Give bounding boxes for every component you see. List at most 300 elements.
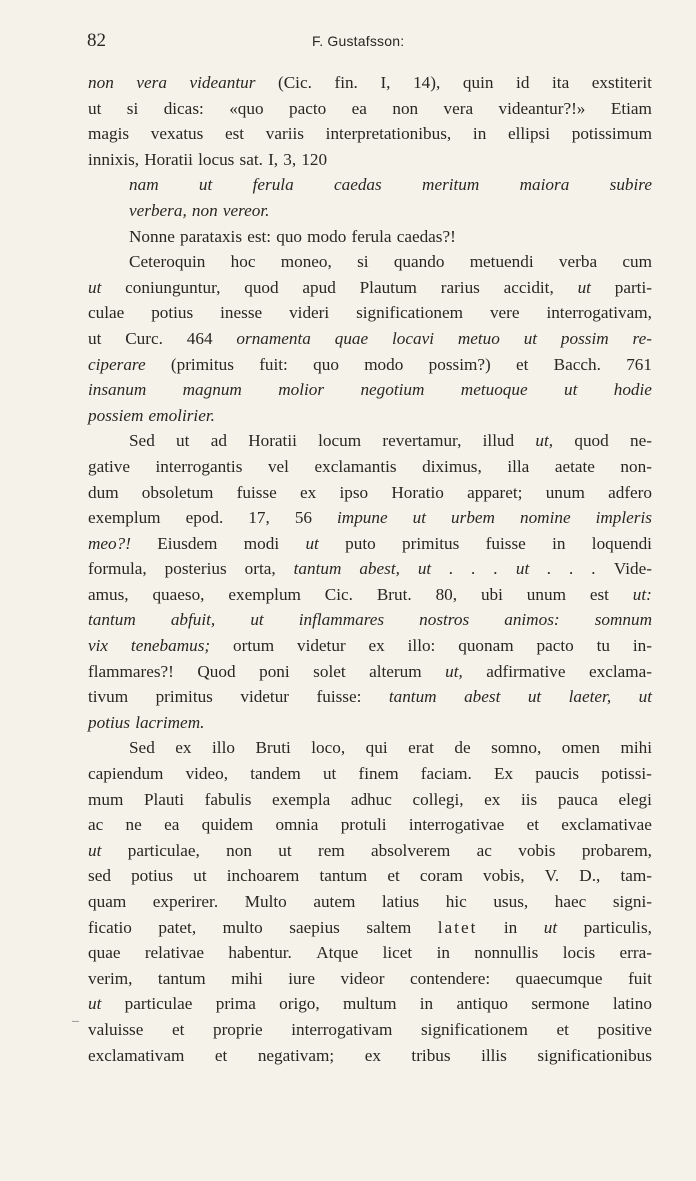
text-line: [88, 377, 652, 403]
word: [578, 275, 591, 301]
word: [88, 147, 139, 173]
roman-text: positive: [597, 1019, 652, 1039]
word: [544, 915, 557, 941]
roman-text: dicas:: [163, 98, 204, 118]
word: [555, 889, 586, 915]
roman-text: quidem: [201, 815, 254, 835]
word: [359, 556, 400, 582]
word: [639, 684, 652, 710]
word: [88, 940, 120, 966]
italic-text: tantum: [388, 687, 437, 707]
word: [620, 735, 652, 761]
roman-text: modo: [307, 226, 347, 246]
italic-text: tantum: [293, 559, 342, 579]
italic-text: ut:: [632, 584, 652, 604]
word: [258, 1043, 334, 1069]
word: [88, 863, 111, 889]
word: [383, 940, 413, 966]
word: [413, 505, 426, 531]
text-line: [88, 582, 652, 608]
roman-text: posterius: [164, 559, 227, 579]
roman-text: verim,: [88, 968, 133, 988]
word: [341, 812, 387, 838]
roman-text: et: [515, 354, 529, 374]
word: [215, 1043, 227, 1069]
word: [88, 96, 101, 122]
word: [499, 96, 586, 122]
word: [183, 377, 242, 403]
italic-text: nam: [129, 175, 159, 195]
word: [313, 659, 345, 685]
roman-text: poni: [259, 661, 290, 681]
word: [233, 633, 274, 659]
italic-text: ciperare: [88, 354, 146, 374]
word: [88, 889, 126, 915]
body-text: [88, 70, 652, 1068]
word: [410, 966, 490, 992]
roman-text: habentur.: [228, 943, 292, 963]
word: [135, 710, 204, 736]
roman-text: 761: [626, 354, 652, 374]
italic-text: ut: [577, 277, 591, 297]
roman-text: exstiterit: [591, 73, 652, 92]
roman-text: possim?): [428, 354, 491, 374]
roman-text: exemplum: [228, 584, 301, 604]
roman-text: adfero: [608, 482, 652, 502]
word: [268, 147, 278, 173]
text-line: [88, 889, 652, 915]
text-line: [88, 326, 652, 352]
word: [326, 121, 452, 147]
word: [128, 838, 200, 864]
roman-text: verba: [558, 252, 598, 272]
word: [545, 863, 560, 889]
italic-text: locavi: [392, 328, 434, 348]
text-line: [88, 224, 652, 250]
word: [129, 735, 155, 761]
word: [305, 531, 318, 557]
roman-text: ut: [88, 328, 102, 348]
word: [562, 735, 600, 761]
word: [244, 531, 279, 557]
roman-text: ipso: [339, 482, 369, 502]
word: [240, 684, 289, 710]
word: [554, 352, 601, 378]
roman-text: in: [503, 917, 518, 937]
word: [572, 121, 652, 147]
word: [127, 96, 138, 122]
word: [250, 607, 263, 633]
page-header: [87, 30, 653, 54]
roman-text: quam: [88, 892, 127, 911]
roman-text: exclamantis: [314, 456, 397, 476]
italic-text: .: [449, 559, 454, 579]
roman-text: quae: [88, 943, 121, 963]
word: [300, 480, 316, 506]
italic-text: metuo: [457, 328, 500, 348]
word: [88, 812, 103, 838]
roman-text: gative: [88, 456, 130, 476]
roman-text: ellipsi: [508, 124, 551, 144]
roman-text: apparet;: [467, 482, 523, 502]
roman-text: potissimum: [571, 124, 652, 144]
word: [574, 428, 608, 454]
roman-text: coniunguntur,: [125, 277, 221, 297]
italic-text: non: [191, 200, 218, 220]
italic-text: ut: [250, 610, 264, 630]
word: [520, 172, 570, 198]
word: [454, 735, 470, 761]
italic-text: .: [493, 559, 498, 579]
roman-text: adhuc: [350, 789, 392, 809]
word: [420, 991, 433, 1017]
word: [88, 966, 132, 992]
margin-mark: _: [72, 1009, 79, 1024]
word: [418, 556, 431, 582]
italic-text: verbera,: [129, 200, 187, 220]
word: [438, 915, 478, 941]
roman-text: quonam: [458, 636, 514, 656]
word: [126, 812, 142, 838]
text-line: [88, 838, 652, 864]
italic-text: quae: [334, 328, 369, 348]
word: [88, 915, 132, 941]
italic-text: ut: [88, 277, 102, 297]
word: [259, 659, 290, 685]
word: [212, 735, 235, 761]
word: [458, 633, 513, 659]
word: [318, 838, 345, 864]
text-line: [88, 403, 652, 429]
roman-text: fuisse:: [316, 687, 362, 707]
word: [494, 556, 498, 582]
roman-text: 464: [186, 328, 213, 348]
roman-text: tam-: [620, 866, 652, 886]
italic-text: nomine: [519, 508, 571, 528]
roman-text: videtur: [240, 687, 290, 707]
roman-text: et: [387, 866, 400, 886]
word: [610, 172, 652, 198]
roman-text: V.: [544, 866, 560, 886]
roman-text: id: [516, 73, 530, 92]
italic-text: non: [88, 73, 114, 92]
roman-text: antiquo: [456, 994, 509, 1014]
word: [248, 505, 269, 531]
roman-text: in-: [632, 636, 652, 656]
word: [278, 377, 324, 403]
word: [144, 787, 184, 813]
word: [369, 659, 422, 685]
text-line: [88, 684, 652, 710]
roman-text: Brut.: [376, 584, 412, 604]
roman-text: videor: [340, 968, 385, 988]
word: [449, 556, 453, 582]
word: [555, 454, 595, 480]
italic-text: ut: [417, 559, 432, 579]
word: [302, 275, 335, 301]
roman-text: inesse: [220, 303, 263, 323]
text-line: [88, 249, 652, 275]
word: [445, 659, 463, 685]
roman-text: ex: [300, 482, 317, 502]
word: [193, 863, 206, 889]
word: [535, 428, 553, 454]
italic-text: possim: [560, 328, 609, 348]
word: [276, 224, 302, 250]
roman-text: I,: [268, 149, 279, 169]
word: [125, 326, 163, 352]
word: [620, 940, 652, 966]
roman-text: ubi: [480, 584, 503, 604]
word: [136, 70, 167, 96]
word: [192, 198, 218, 224]
roman-text: qui: [365, 738, 388, 758]
word: [365, 1043, 381, 1069]
roman-text: particulae,: [127, 840, 200, 860]
word: [245, 889, 287, 915]
word: [151, 121, 204, 147]
word: [463, 70, 494, 96]
word: [318, 428, 361, 454]
word: [88, 300, 124, 326]
roman-text: somno,: [491, 738, 542, 758]
roman-text: amus,: [88, 584, 129, 604]
roman-text: modi: [243, 533, 280, 553]
word: [129, 172, 159, 198]
word: [225, 121, 244, 147]
roman-text: accidit,: [503, 277, 554, 297]
word: [601, 761, 652, 787]
text-line: [88, 787, 652, 813]
word: [351, 787, 392, 813]
roman-text: vera: [443, 98, 474, 118]
word: [345, 531, 376, 557]
word: [615, 275, 652, 301]
word: [564, 377, 577, 403]
roman-text: in: [552, 533, 566, 553]
word: [223, 915, 263, 941]
roman-text: ferula: [351, 226, 392, 246]
word: [180, 224, 242, 250]
roman-text: latino: [612, 994, 652, 1014]
spaced-text: latet: [437, 917, 478, 937]
roman-text: nonnullis: [474, 943, 539, 963]
word: [516, 70, 529, 96]
word: [491, 735, 541, 761]
roman-text: «quo: [229, 98, 264, 118]
word: [471, 556, 475, 582]
roman-text: primitus: [402, 533, 460, 553]
roman-text: exclamativam: [88, 1045, 185, 1065]
word: [253, 172, 294, 198]
roman-text: coram: [419, 866, 463, 886]
word: [366, 735, 388, 761]
word: [620, 863, 652, 889]
roman-text: erat: [408, 738, 434, 758]
roman-text: ne: [125, 815, 142, 835]
word: [311, 735, 345, 761]
word: [356, 300, 463, 326]
word: [592, 531, 652, 557]
word: [596, 505, 652, 531]
roman-text: ac: [88, 815, 104, 835]
word: [186, 505, 224, 531]
roman-text: licet: [382, 943, 413, 963]
word: [156, 454, 243, 480]
roman-text: ut: [193, 866, 207, 886]
roman-text: non: [392, 98, 419, 118]
roman-text: parti-: [614, 277, 652, 297]
roman-text: illo: [212, 738, 235, 758]
word: [584, 915, 652, 941]
word: [477, 838, 492, 864]
word: [613, 991, 652, 1017]
word: [314, 454, 396, 480]
word: [360, 275, 417, 301]
word: [608, 480, 652, 506]
roman-text: haec: [554, 892, 587, 911]
roman-text: capiendum: [88, 764, 164, 784]
word: [444, 96, 474, 122]
word: [248, 428, 297, 454]
roman-text: culae: [88, 303, 125, 323]
text-line: [88, 198, 652, 224]
italic-text: insanum: [88, 380, 147, 400]
text-line: [88, 966, 652, 992]
roman-text: Plauti: [143, 789, 185, 809]
word: [88, 352, 146, 378]
word: [628, 966, 652, 992]
roman-text: rarius: [440, 277, 480, 297]
word: [205, 787, 252, 813]
roman-text: negativam;: [257, 1045, 335, 1065]
roman-text: paucis: [535, 764, 580, 784]
roman-text: ex: [484, 789, 501, 809]
word: [227, 863, 300, 889]
word: [413, 70, 440, 96]
roman-text: Bacch.: [553, 354, 601, 374]
text-line: [88, 480, 652, 506]
word: [360, 377, 424, 403]
roman-text: ad: [210, 431, 227, 451]
roman-text: non-: [620, 456, 652, 476]
word: [245, 556, 276, 582]
word: [358, 761, 398, 787]
word: [563, 940, 595, 966]
roman-text: protuli: [340, 815, 387, 835]
text-line: [88, 761, 652, 787]
running-title: F. Gustafsson:: [312, 33, 405, 49]
word: [278, 70, 312, 96]
italic-text: ferula: [252, 175, 294, 195]
word: [494, 761, 513, 787]
word: [467, 480, 522, 506]
italic-text: impleris: [595, 508, 652, 528]
word: [441, 275, 480, 301]
word: [389, 684, 437, 710]
word: [172, 1017, 184, 1043]
roman-text: ex: [175, 738, 192, 758]
word: [171, 607, 215, 633]
word: [129, 249, 205, 275]
word: [380, 70, 390, 96]
text-line: [88, 121, 652, 147]
roman-text: Nonne: [129, 226, 175, 246]
text-line: [88, 300, 652, 326]
roman-text: prima: [215, 994, 256, 1014]
word: [226, 838, 252, 864]
word: [524, 326, 537, 352]
italic-text: possiem: [88, 405, 144, 425]
roman-text: exclama-: [589, 661, 652, 681]
word: [552, 70, 569, 96]
roman-text: exemplum: [88, 508, 161, 528]
word: [590, 582, 609, 608]
roman-text: quo: [276, 226, 302, 246]
word: [88, 121, 129, 147]
roman-text: Cic.: [324, 584, 353, 604]
roman-text: fabulis: [204, 789, 252, 809]
roman-text: quod: [244, 277, 279, 297]
roman-text: illa: [507, 456, 530, 476]
roman-text: erra-: [619, 943, 652, 963]
roman-text: interrogantis: [155, 456, 243, 476]
roman-text: mihi: [231, 968, 263, 988]
word: [535, 761, 579, 787]
word: [187, 326, 213, 352]
word: [391, 480, 444, 506]
word: [579, 863, 600, 889]
roman-text: in: [472, 124, 487, 144]
roman-text: Horatii: [248, 431, 297, 451]
word: [231, 249, 256, 275]
roman-text: fuisse: [236, 482, 277, 502]
word: [429, 352, 491, 378]
roman-text: quando: [393, 252, 445, 272]
roman-text: vobis: [518, 840, 556, 860]
italic-text: caedas: [333, 175, 382, 195]
word: [521, 787, 537, 813]
word: [125, 991, 193, 1017]
text-line: [88, 70, 652, 96]
italic-text: ut,: [535, 431, 554, 451]
word: [461, 377, 528, 403]
word: [569, 556, 573, 582]
italic-text: laeter,: [568, 687, 612, 707]
word: [382, 428, 461, 454]
text-line: [88, 915, 652, 941]
roman-text: potissi-: [601, 764, 652, 784]
word: [561, 812, 652, 838]
roman-text: ut: [88, 98, 102, 118]
roman-text: 120: [301, 149, 328, 169]
italic-text: vix: [88, 636, 109, 656]
roman-text: innixis,: [88, 149, 140, 169]
italic-text: urbem: [451, 508, 495, 528]
roman-text: patet,: [158, 917, 197, 937]
roman-text: valuisse: [88, 1019, 144, 1039]
text-line: [88, 531, 652, 557]
italic-text: negotium: [360, 380, 425, 400]
roman-text: flammares?!: [88, 661, 174, 681]
italic-text: ut: [88, 994, 102, 1014]
roman-text: ut: [176, 431, 190, 451]
italic-text: ut: [198, 175, 213, 195]
word: [592, 70, 652, 96]
word: [516, 966, 603, 992]
word: [190, 70, 256, 96]
text-line: [88, 812, 652, 838]
